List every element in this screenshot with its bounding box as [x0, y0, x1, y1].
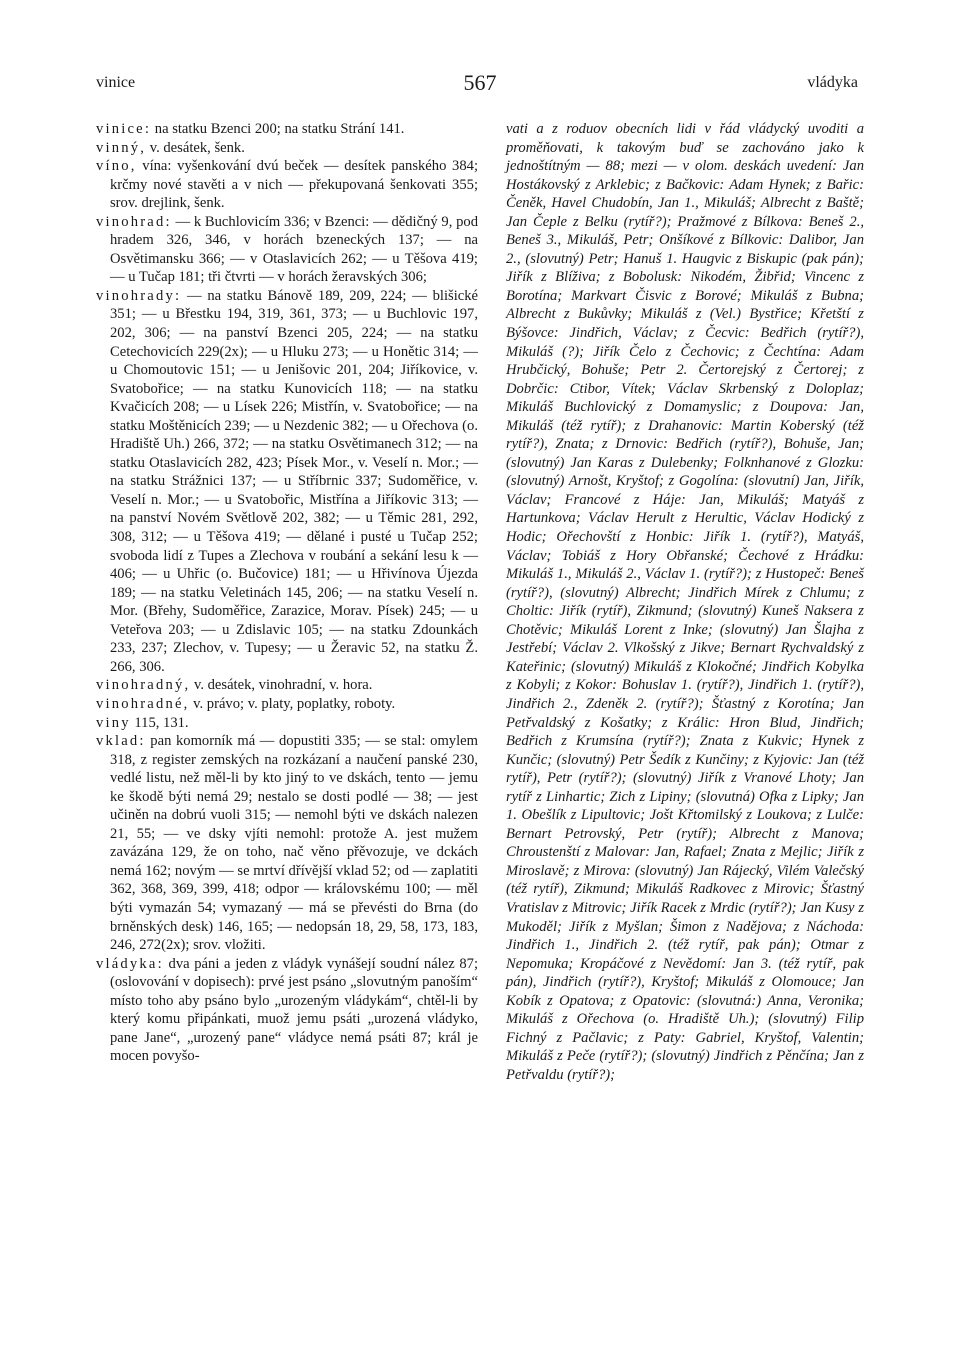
entry-body: — k Buchlovicím 336; v Bzenci: — dědičný 9, pod hradem 326, 346, v horách bzeneckých 137; — na Osvětimansku 366; — v Otaslavicích 262; — u Těšova 419; — u Tučap 181; tři čtvrti — v horách žeravských 306;	[110, 213, 478, 286]
headword: víno,	[96, 158, 137, 175]
headword: vklad:	[96, 733, 146, 750]
entry-body: pan komorník má — dopustiti 335; — se stal: omylem 318, z register zemských na rozkázaní a naučení panské 230, vedlé listu, než měl-li by kto jiný to ve dskách, tento — jemu ke škodě býti nemá 29; nestalo se dosti podlé — 38; — jest učiněn na dobrú vuoli 315; — nemohl býti ve dskách nalezen 21, 55; — ve dsky vjíti nemohl: protože A. jest mužem zavázána 129, že on toho, nač věno přěvozuje, ve dckách nemá 162; novým — se mrtví dřívější vklad 52; od — zaplatiti 362, 368, 369, 399, 418; odpor — královskému 100; — měl býti vymazán 54; vymazaný — má se převésti do Brna (do brněnských desk) 146, 165; — nedopsán 18, 29, 58, 173, 183, 246, 272(2x); srov. vložiti.	[110, 733, 478, 954]
headword: vinohradné,	[96, 695, 190, 712]
entry-vklad	[96, 732, 478, 955]
entry-vinny	[96, 139, 478, 158]
entry-body: 115, 131.	[130, 714, 189, 731]
headword: vinohradný,	[96, 677, 191, 694]
entry-vino	[96, 157, 478, 213]
entry-body: na statku Bzenci 200; na statku Strání 141.	[151, 121, 405, 137]
headword: vinohrad:	[96, 213, 172, 230]
headword: vládyka:	[96, 955, 164, 972]
left-column	[96, 120, 478, 1066]
headword: viny	[96, 714, 131, 731]
headword: vinohrady:	[96, 287, 182, 304]
entry-vinohrady	[96, 287, 478, 676]
entry-vinice	[96, 120, 478, 139]
entry-viny	[96, 714, 478, 733]
entry-body: vína: vyšenkování dvú beček — desítek panského 384; krčmy nové stavěti a v nich — překupovaná šenkovati 355; srov. drejlink, šenk.	[110, 158, 478, 212]
headword: vinice:	[96, 121, 152, 137]
header-left-word: vinice	[96, 74, 136, 91]
running-header	[0, 70, 960, 98]
entry-body: v. právo; v. platy, poplatky, roboty.	[189, 695, 396, 712]
entry-vinohradne	[96, 695, 478, 714]
entry-body: dva páni a jeden z vládyk vynášejí soudní nález 87; (oslovování v dopisech): prvé jest psáno „slovutným panoším“ místo toho aby psáno bylo „urozeným vládykám“, chtěl-li by který komu připánkati, muož jemu psáti „urozená vládyko, pane Jane“, „urozený pane“ vládyce nemá psáti 87; král je mocen povyšo-	[110, 955, 478, 1065]
vladyka-continuation: vati a z roduov obecních lidi v řád vládycký uvoditi a proměňovati, k takovým buď se zachováno jako k jednoštítným — 88; mezi — v olom. deskách uvedení: Jan Hostákovský z Arklebic; z Bačkovic: Adam Hynek; z Bařic: Čeněk, Havel Chudobín, Jan 1., Mikuláš; Albrecht z Baště; Jan Čeple z Belku (rytíř?); Pražmové z Bílkova: Beneš 2., Beneš 3., Mikuláš, Petr; Onšíkové z Bílkovic: Dalibor, Jan 2., (slovutný) Petr; Hanuš 1. Haugvic z Biskupic (pak pán); Jiřík z Blíživa; z Bobolusk: Nikodém, Žibřid; Vincenc z Borotína; Markvart Čisvic z Borové; Mikuláš z Bubna; Albrecht z Bukůvky; Mikuláš z (Vel.) Bystřice; Křetští z Býšovce: Jindřich, Václav; z Čecvic: Bedřich (rytíř?), Mikuláš (?); Jiřík Čelo z Čechovic; z Čechtína: Adam Hrubčický, Bohuše; Petr 2. Čertorejský z Čertorej; z Dobrčic: Ctibor, Vítek; Václav Skrbenský z Doloplaz; Mikuláš Buchlovický z Domamyslic; z Doupova: Jan, Mikuláš (též rytíř); z Drahanovic: Martin Koberský (též rytíř?), Znata; z Drnovic: Bedřich (rytíř?), Bohuše, Jan; (slovutný) Jan Karas z Dulebenky; Folknhanové z Glozku: (slovutný) Arnošt, Kryštof; z Gogolína: (slovutní) Jan, Jiřík, Václav; Francové z Háje: Jan, Mikuláš; Matyáš z Hartunkova; Václav Herult z Herultic, Václav Hodický z Hodic; Ořechovští z Honbic: Jiřík 1. (rytíř?), Matyáš, Václav; Tobiáš z Hory Obřanské; Čechové z Hrádku: Mikuláš 1., Mikuláš 2., Václav 1. (rytíř?); z Hustopeč: Beneš (rytíř?), (slovutný) Albrecht; Jindřich Mírek z Chlumu; z Choltic: Jiřík (rytíř), Zikmund; (slovutný) Kuneš Naksera z Chotěvic; Mikuláš Lorent z Inke; (slovutný) Jan Šlajha z Jestřebí; Václav 2. Vlkošský z Jikve; Bernart Rychvaldský z Kateřinic; (slovutný) Mikuláš z Klokočné; Jindřich Kobylka z Kobyli; z Kokor: Bohuslav 1. (rytíř?), Jindřich 1. (rytíř?), Jindřich 2., Zdeněk 2. (rytíř?); Šťastný z Korotína; Jan Petřvaldský z Košatky; z Králic: Hron Blud, Jindřich; Bedřich z Krumsína (rytíř?); Znata z Kukvic; Hynek z Kunčic; (slovutný) Petr Šedík z Kunčiny; z Kyjovic: Jan (též rytíř), Petr (rytíř?); (slovutný) Jiřík z Vranové Lhoty; Jan rytíř z Linhartic; Zich z Lipiny; (slovutná) Ofka z Lipky; Jan 1. Obešlík z Lipultovic; Jošt Křtomilský z Loukova; z Lulče: Bernart Petrovský, Petr (rytíř); Albrecht z Manova; Chroustenští z Malovar: Jan, Rafael; Znata z Mejlic; Jiřík z Miroslavě; z Mirova: (slovutný) Jan Rájecký, Vilém Valečský (též rytíř), Zikmund; Mikuláš Radkovec z Mirovic; Šťastný Vratislav z Mitrovic; Jiřík Racek z Mrdic (rytíř?); Jan Kusy z Mukoděl; Jiřík z Myšlan; Šimon z Nadějova; z Náchoda: Jindřich 1., Jindřich 2. (též rytíř, pak pán); Otmar z Nepomuka; Kropáčové z Nevědomí: Jan 3. (též rytíř, pak pán), Jindřich (rytíř?), Kryštof; Mikuláš z Olomouce; Jan Kobík z Opatova; z Opatovic: (slovutná:) Anna, Veronika; Mikuláš z Ořechova (o. Hradiště Uh.); (slovutný) Filip Fichný z Pačlavic; z Paty: Gabriel, Kryštof, Valentin; Mikuláš z Peče (rytíř?); (slovutný) Jindřich z Pěnčína; Jan z Petřvaldu (rytíř?);	[506, 121, 864, 1083]
header-right-word: vládyka	[807, 74, 858, 91]
entry-vladyka	[96, 955, 478, 1066]
right-column	[506, 120, 864, 1084]
entry-body: v. desátek, vinohradní, v. hora.	[190, 677, 373, 694]
entry-body: v. desátek, šenk.	[146, 139, 245, 156]
entry-vinohrad	[96, 213, 478, 287]
entry-vinohradny	[96, 676, 478, 695]
page-number: 567	[463, 70, 497, 95]
entry-body: — na statku Bánově 189, 209, 224; — blišické 351; — u Břestku 194, 319, 361, 373; — u Buchlovic 197, 202, 306; — na panství Bzenci 205, 224; — na statku Cetechovicích 229(2x); — u Hluku 273; — u Honětic 314; — u Chomoutovic 151; — u Jenišovic 201, 204; Jiříkovice, v. Svatobořice; — na statku Kunovicích 118; — na statku Kvačicích 208; — u Lísek 226; Mistřín, v. Svatobořice; — na statku Moštěnicích 239; — u Nezdenic 382; — u Ořechova (o. Hradiště Uh.) 266, 372; — na statku Osvětimanech 312; — na statku Otaslavicích 282, 423; Písek Mor., v. Veselí n. Mor.; — na statku Strážnici 137; — u Stříbrnic 337; Sudoměřice, v. Veselí n. Mor.; — u Svatobořic, Mistřína a Jiříkovic 313; — na panství Novém Světlově 202, 382; — u Těmic 281, 292, 308, 312; — u Těšova 419; — dělané i pusté u Tučap 252; svoboda lidí z Tupes a Zlechova v roubání a sekání lesu k — 406; — u Uhřic (o. Bučovice) 181; — u Hřivínova Újezda 189; — na statku Veletinách 145, 206; — na statku Veselí n. Mor. (Břehy, Sudoměřice, Zarazice, Morav. Písek) 245; — u Veteřova 203; — u Zdislavic 105; — na statku Zdounkách 233, 237; Zlechov, v. Tupesy; — u Žeravic 52, na statku Ž. 266, 306.	[110, 287, 478, 675]
headword: vinný,	[96, 139, 147, 156]
